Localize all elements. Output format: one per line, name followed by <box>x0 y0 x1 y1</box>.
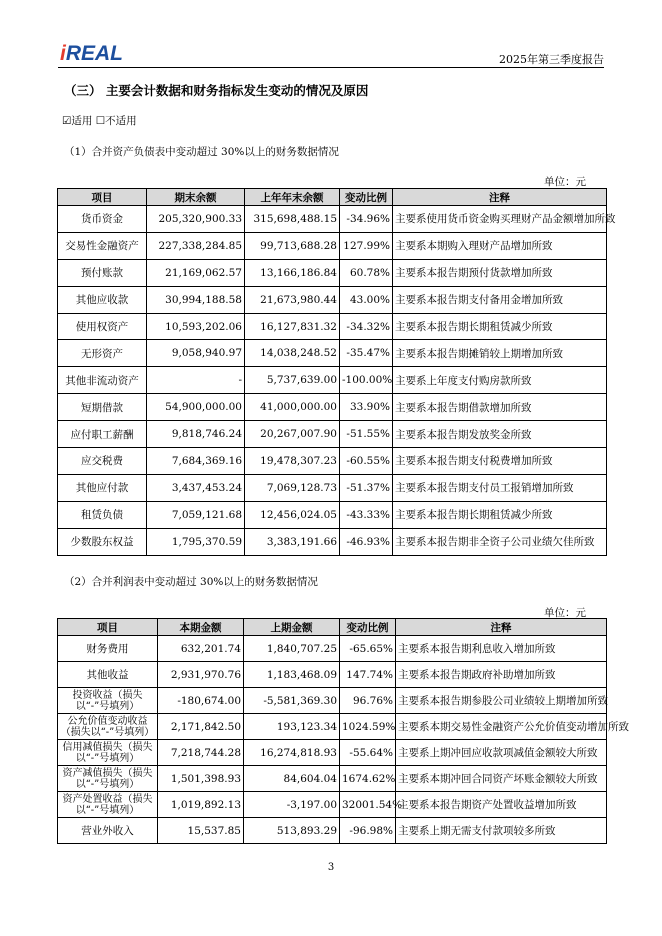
column-header: 注释 <box>393 189 607 206</box>
balance-sheet-table <box>57 188 616 556</box>
income-statement-table <box>57 618 629 844</box>
table-row <box>58 259 607 286</box>
row-prior: 16,274,818.93 <box>244 740 340 766</box>
table-row <box>58 662 607 688</box>
row-note: 主要系本报告期资产处置收益增加所致 <box>396 792 607 818</box>
row-prior: 3,383,191.66 <box>245 528 340 555</box>
row-change: 1024.59% <box>340 714 396 740</box>
table-row <box>58 367 607 394</box>
row-item: 预付账款 <box>58 259 147 286</box>
row-current: 1,501,398.93 <box>158 766 244 792</box>
row-change: 147.74% <box>340 662 396 688</box>
row-item: 营业外收入 <box>58 818 158 844</box>
table-row <box>58 340 607 367</box>
row-change: 96.76% <box>340 688 396 714</box>
row-change: -35.47% <box>340 340 393 367</box>
row-current: -180,674.00 <box>158 688 244 714</box>
row-item: 货币资金 <box>58 206 147 233</box>
table-row <box>58 448 607 475</box>
row-current: 15,537.85 <box>158 818 244 844</box>
row-item: 财务费用 <box>58 636 158 662</box>
table-row <box>58 636 607 662</box>
row-note: 主要系上年度支付购房款所致 <box>393 367 607 394</box>
row-note: 主要系本报告期摊销较上期增加所致 <box>393 340 607 367</box>
row-note: 主要系本报告期参股公司业绩较上期增加所致 <box>396 688 607 714</box>
table-row <box>58 394 607 421</box>
row-current: 30,994,188.58 <box>147 286 245 313</box>
row-prior: 84,604.04 <box>244 766 340 792</box>
page-number: 3 <box>327 862 335 873</box>
row-note: 主要系本期购入理财产品增加所致 <box>393 232 607 259</box>
balance-sheet-subtitle: （1）合并资产负债表中变动超过 30%以上的财务数据情况 <box>64 146 339 158</box>
row-change: 127.99% <box>340 232 393 259</box>
row-change: 32001.54% <box>340 792 396 818</box>
row-note: 主要系本报告期非全资子公司业绩欠佳所致 <box>393 528 607 555</box>
row-current: 2,171,842.50 <box>158 714 244 740</box>
row-prior: 99,713,688.28 <box>245 232 340 259</box>
column-header: 注释 <box>396 619 607 636</box>
row-item: 少数股东权益 <box>58 528 147 555</box>
row-prior: 315,698,488.15 <box>245 206 340 233</box>
row-note: 主要系本报告期预付货款增加所致 <box>393 259 607 286</box>
table-row <box>58 232 607 259</box>
company-logo: iREAL <box>60 42 124 65</box>
row-current: 7,218,744.28 <box>158 740 244 766</box>
row-item: 资产处置收益（损失以“-”号填列） <box>58 792 158 818</box>
row-note: 主要系本期冲回合同资产坏账金额较大所致 <box>396 766 607 792</box>
table-row <box>58 501 607 528</box>
row-prior: 193,123.34 <box>244 714 340 740</box>
row-current: 54,900,000.00 <box>147 394 245 421</box>
row-change: -46.93% <box>340 528 393 555</box>
row-note: 主要系本报告期支付税费增加所致 <box>393 448 607 475</box>
row-item: 投资收益（损失以“-”号填列） <box>58 688 158 714</box>
column-header: 项目 <box>58 619 158 636</box>
row-prior: 12,456,024.05 <box>245 501 340 528</box>
row-change: 1674.62% <box>340 766 396 792</box>
row-current: 10,593,202.06 <box>147 313 245 340</box>
row-current: 7,059,121.68 <box>147 501 245 528</box>
row-prior: 1,183,468.09 <box>244 662 340 688</box>
row-item: 使用权资产 <box>58 313 147 340</box>
row-current: 21,169,062.57 <box>147 259 245 286</box>
row-current: 1,019,892.13 <box>158 792 244 818</box>
column-header: 期末余额 <box>147 189 245 206</box>
row-item: 其他应付款 <box>58 474 147 501</box>
row-note: 主要系本期交易性金融资产公允价值变动增加所致 <box>396 714 607 740</box>
row-item: 应交税费 <box>58 448 147 475</box>
table-row <box>58 688 607 714</box>
column-header: 本期金额 <box>158 619 244 636</box>
income-statement-unit: 单位：元 <box>544 607 586 619</box>
row-change: 43.00% <box>340 286 393 313</box>
row-prior: 13,166,186.84 <box>245 259 340 286</box>
row-prior: 1,840,707.25 <box>244 636 340 662</box>
row-note: 主要系上期无需支付款项较多所致 <box>396 818 607 844</box>
table-row <box>58 286 607 313</box>
row-item: 应付职工薪酬 <box>58 421 147 448</box>
section-title: （三） 主要会计数据和财务指标发生变动的情况及原因 <box>64 83 369 98</box>
row-note: 主要系本报告期长期租赁减少所致 <box>393 501 607 528</box>
row-note: 主要系本报告期发放奖金所致 <box>393 421 607 448</box>
row-prior: 21,673,980.44 <box>245 286 340 313</box>
row-prior: 7,069,128.73 <box>245 474 340 501</box>
column-header: 变动比例 <box>340 189 393 206</box>
row-change: -43.33% <box>340 501 393 528</box>
report-title: 2025年第三季度报告 <box>499 53 604 66</box>
row-item: 其他收益 <box>58 662 158 688</box>
row-change: -55.64% <box>340 740 396 766</box>
table-row <box>58 528 607 555</box>
table-header-row <box>58 189 607 206</box>
table-header-row <box>58 619 607 636</box>
row-item: 其他应收款 <box>58 286 147 313</box>
row-prior: -3,197.00 <box>244 792 340 818</box>
table-row <box>58 421 607 448</box>
row-item: 交易性金融资产 <box>58 232 147 259</box>
row-note: 主要系上期冲回应收款项减值金额较大所致 <box>396 740 607 766</box>
row-prior: 5,737,639.00 <box>245 367 340 394</box>
applicability-checkboxes: ☑适用 ☐不适用 <box>62 115 137 127</box>
row-prior: 16,127,831.32 <box>245 313 340 340</box>
row-current: - <box>147 367 245 394</box>
column-header: 上期金额 <box>244 619 340 636</box>
row-prior: 513,893.29 <box>244 818 340 844</box>
row-note: 主要系本报告期利息收入增加所致 <box>396 636 607 662</box>
row-change: 60.78% <box>340 259 393 286</box>
row-item: 无形资产 <box>58 340 147 367</box>
row-item: 公允价值变动收益（损失以“-”号填列） <box>58 714 158 740</box>
row-change: -96.98% <box>340 818 396 844</box>
income-statement-subtitle: （2）合并利润表中变动超过 30%以上的财务数据情况 <box>64 576 318 588</box>
row-current: 7,684,369.16 <box>147 448 245 475</box>
row-note: 主要系本报告期支付备用金增加所致 <box>393 286 607 313</box>
table-row <box>58 206 607 233</box>
row-item: 短期借款 <box>58 394 147 421</box>
row-item: 信用减值损失（损失以“-”号填列） <box>58 740 158 766</box>
row-change: -60.55% <box>340 448 393 475</box>
row-current: 632,201.74 <box>158 636 244 662</box>
row-item: 资产减值损失（损失以“-”号填列） <box>58 766 158 792</box>
row-current: 2,931,970.76 <box>158 662 244 688</box>
row-note: 主要系本报告期政府补助增加所致 <box>396 662 607 688</box>
column-header: 上年年末余额 <box>245 189 340 206</box>
row-current: 205,320,900.33 <box>147 206 245 233</box>
row-prior: 19,478,307.23 <box>245 448 340 475</box>
row-note: 主要系使用货币资金购买理财产品金额增加所致 <box>393 206 607 233</box>
row-change: -65.65% <box>340 636 396 662</box>
row-note: 主要系本报告期借款增加所致 <box>393 394 607 421</box>
table-row <box>58 766 607 792</box>
row-current: 1,795,370.59 <box>147 528 245 555</box>
table-row <box>58 714 607 740</box>
row-change: -51.55% <box>340 421 393 448</box>
row-item: 租赁负债 <box>58 501 147 528</box>
row-change: -34.96% <box>340 206 393 233</box>
column-header: 变动比例 <box>340 619 396 636</box>
table-row <box>58 313 607 340</box>
row-change: -34.32% <box>340 313 393 340</box>
balance-sheet-unit: 单位：元 <box>544 176 586 188</box>
table-row <box>58 474 607 501</box>
table-row <box>58 792 607 818</box>
column-header: 项目 <box>58 189 147 206</box>
table-row <box>58 740 607 766</box>
row-prior: 41,000,000.00 <box>245 394 340 421</box>
row-note: 主要系本报告期长期租赁减少所致 <box>393 313 607 340</box>
table-row <box>58 818 607 844</box>
header-divider <box>58 67 604 68</box>
row-current: 9,058,940.97 <box>147 340 245 367</box>
row-item: 其他非流动资产 <box>58 367 147 394</box>
row-prior: 14,038,248.52 <box>245 340 340 367</box>
row-change: -100.00% <box>340 367 393 394</box>
row-current: 9,818,746.24 <box>147 421 245 448</box>
row-prior: -5,581,369.30 <box>244 688 340 714</box>
row-prior: 20,267,007.90 <box>245 421 340 448</box>
row-current: 3,437,453.24 <box>147 474 245 501</box>
row-change: 33.90% <box>340 394 393 421</box>
row-note: 主要系本报告期支付员工报销增加所致 <box>393 474 607 501</box>
row-change: -51.37% <box>340 474 393 501</box>
row-current: 227,338,284.85 <box>147 232 245 259</box>
